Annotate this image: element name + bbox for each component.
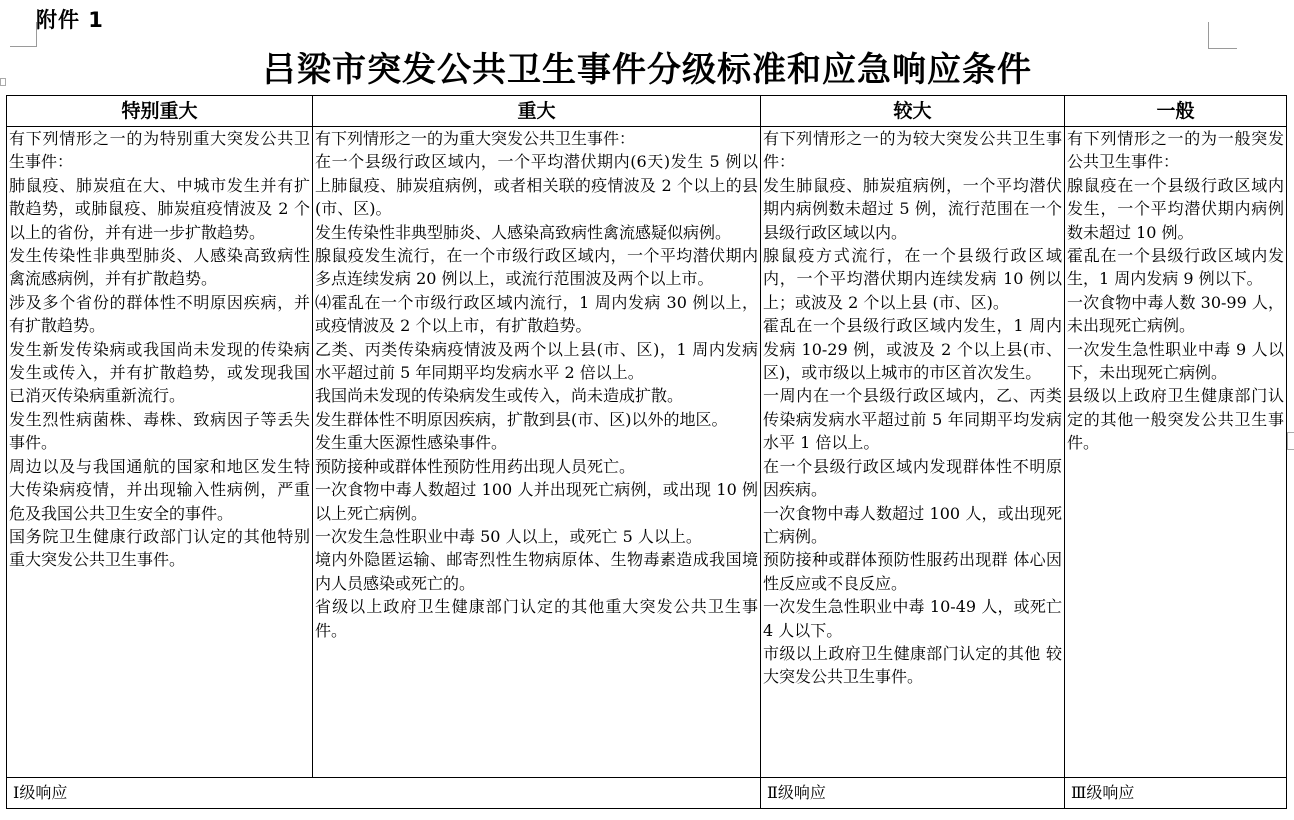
margin-marker-right: [1287, 432, 1294, 450]
criteria-item: 预防接种或群体预防性服药出现群 体心因性反应或不良反应。: [763, 550, 1062, 593]
criteria-item: 发生新发传染病或我国尚未发现的传染病发生或传入，并有扩散趋势，或发现我国已消灭传染病重新流行。: [9, 339, 310, 406]
criteria-item: ⑷霍乱在一个市级行政区域内流行，1 周内发病 30 例以上，或疫情波及 2 个以上市，有扩散趋势。: [315, 292, 758, 336]
criteria-item: 涉及多个省份的群体性不明原因疾病，并有扩散趋势。: [9, 292, 310, 336]
criteria-item: 发生烈性病菌株、毒株、致病因子等丢失事件。: [9, 409, 310, 453]
criteria-item: 有下列情形之一的为较大突发公共卫生事件：: [763, 129, 1062, 172]
criteria-item: 县级以上政府卫生健康部门认定的其他一般突发公共卫生事件。: [1067, 386, 1284, 453]
criteria-item: 发生重大医源性感染事件。: [315, 433, 508, 453]
criteria-cell-especially-major: [7, 127, 313, 778]
criteria-item: 有下列情形之一的为重大突发公共卫生事件：: [315, 129, 636, 148]
attachment-label: 附件 1: [36, 8, 104, 32]
crop-mark-top-left: [10, 22, 37, 47]
criteria-item: 市级以上政府卫生健康部门认定的其他 较大突发公共卫生事件。: [763, 643, 1062, 687]
document-title: 吕梁市突发公共卫生事件分级标准和应急响应条件: [262, 50, 1032, 90]
criteria-item: 有下列情形之一的为特别重大突发公共卫生事件：: [9, 129, 310, 172]
criteria-item: 发生群体性不明原因疾病，扩散到县(市、区)以外的地区。: [315, 409, 728, 429]
crop-mark-top-right: [1208, 22, 1237, 49]
criteria-item: 发生传染性非典型肺炎、人感染高致病性禽流感疑似病例。: [315, 222, 732, 242]
table-header-row: [7, 96, 1287, 127]
criteria-item: 在一个县级行政区域内发现群体性不明原因疾病。: [763, 456, 1062, 500]
criteria-row: [7, 127, 1287, 778]
criteria-item: 一次食物中毒人数超过 100 人并出现死亡病例，或出现 10 例以上死亡病例。: [315, 480, 758, 523]
criteria-item: 境内外隐匿运输、邮寄烈性生物病原体、生物毒素造成我国境内人员感染或死亡的。: [315, 550, 758, 593]
criteria-cell-major: [313, 127, 761, 778]
criteria-item: 预防接种或群体性预防性用药出现人员死亡。: [315, 456, 636, 476]
response-row: [7, 778, 1287, 809]
criteria-item: 在一个县级行政区域内，一个平均潜伏期内(6天)发生 5 例以上肺鼠疫、肺炭疽病例，或者相关联的疫情波及 2 个以上的县(市、区)。: [315, 152, 758, 219]
criteria-item: 有下列情形之一的为一般突发公共卫生事件：: [1067, 129, 1284, 172]
criteria-item: 腺鼠疫在一个县级行政区域内发生，一个平均潜伏期内病例数未超过 10 例。: [1067, 175, 1284, 242]
criteria-item: 乙类、丙类传染病疫情波及两个以上县(市、区)，1 周内发病水平超过前 5 年同期平均发病水平 2 倍以上。: [315, 339, 758, 383]
column-heading-general: 一般: [1065, 96, 1287, 127]
criteria-item: 肺鼠疫、肺炭疽在大、中城市发生并有扩散趋势，或肺鼠疫、肺炭疽疫情波及 2 个以上的省份，并有进一步扩散趋势。: [9, 175, 310, 242]
criteria-item: 周边以及与我国通航的国家和地区发生特大传染病疫情，并出现输入性病例，严重危及我国公共卫生安全的事件。: [9, 456, 310, 523]
column-heading-major: 重大: [313, 96, 761, 127]
criteria-item: 发生肺鼠疫、肺炭疽病例，一个平均潜伏期内病例数未超过 5 例，流行范围在一个县级行政区域以内。: [763, 175, 1062, 242]
criteria-item: 一次发生急性职业中毒 10-49 人，或死亡 4 人以下。: [763, 597, 1062, 640]
classification-table: [6, 95, 1287, 809]
response-level-2: Ⅱ级响应: [761, 778, 1065, 809]
column-heading-especially-major: 特别重大: [7, 96, 313, 127]
criteria-item: 国务院卫生健康行政部门认定的其他特别重大突发公共卫生事件。: [9, 526, 310, 570]
criteria-item: 一次食物中毒人数超过 100 人，或出现死亡病例。: [763, 503, 1062, 546]
criteria-item: 省级以上政府卫生健康部门认定的其他重大突发公共卫生事件。: [315, 597, 758, 640]
column-heading-larger: 较大: [761, 96, 1065, 127]
criteria-item: 一周内在一个县级行政区域内，乙、丙类传染病发病水平超过前 5 年同期平均发病水平 1 倍以上。: [763, 386, 1062, 453]
criteria-item: 霍乱在一个县级行政区域内发生，1 周内发病 10-29 例，或波及 2 个以上县(市、区)，或市级以上城市的市区首次发生。: [763, 316, 1062, 383]
response-level-1: Ⅰ级响应: [7, 778, 761, 809]
criteria-item: 一次食物中毒人数 30-99 人，未出现死亡病例。: [1067, 292, 1284, 336]
response-level-3: Ⅲ级响应: [1065, 778, 1287, 809]
criteria-item: 一次发生急性职业中毒 9 人以下，未出现死亡病例。: [1067, 339, 1284, 383]
criteria-item: 发生传染性非典型肺炎、人感染高致病性禽流感病例，并有扩散趋势。: [9, 246, 310, 289]
criteria-item: 腺鼠疫发生流行，在一个市级行政区域内，一个平均潜伏期内多点连续发病 20 例以上，或流行范围波及两个以上市。: [315, 246, 758, 289]
criteria-item: 我国尚未发现的传染病发生或传入，尚未造成扩散。: [315, 386, 684, 406]
criteria-cell-general: [1065, 127, 1287, 778]
criteria-item: 腺鼠疫方式流行，在一个县级行政区域内，一个平均潜伏期内连续发病 10 例以上；或波及 2 个以上县 (市、区)。: [763, 246, 1062, 312]
criteria-item: 一次发生急性职业中毒 50 人以上，或死亡 5 人以上。: [315, 526, 702, 546]
criteria-cell-larger: [761, 127, 1065, 778]
criteria-item: 霍乱在一个县级行政区域内发生，1 周内发病 9 例以下。: [1067, 246, 1284, 289]
